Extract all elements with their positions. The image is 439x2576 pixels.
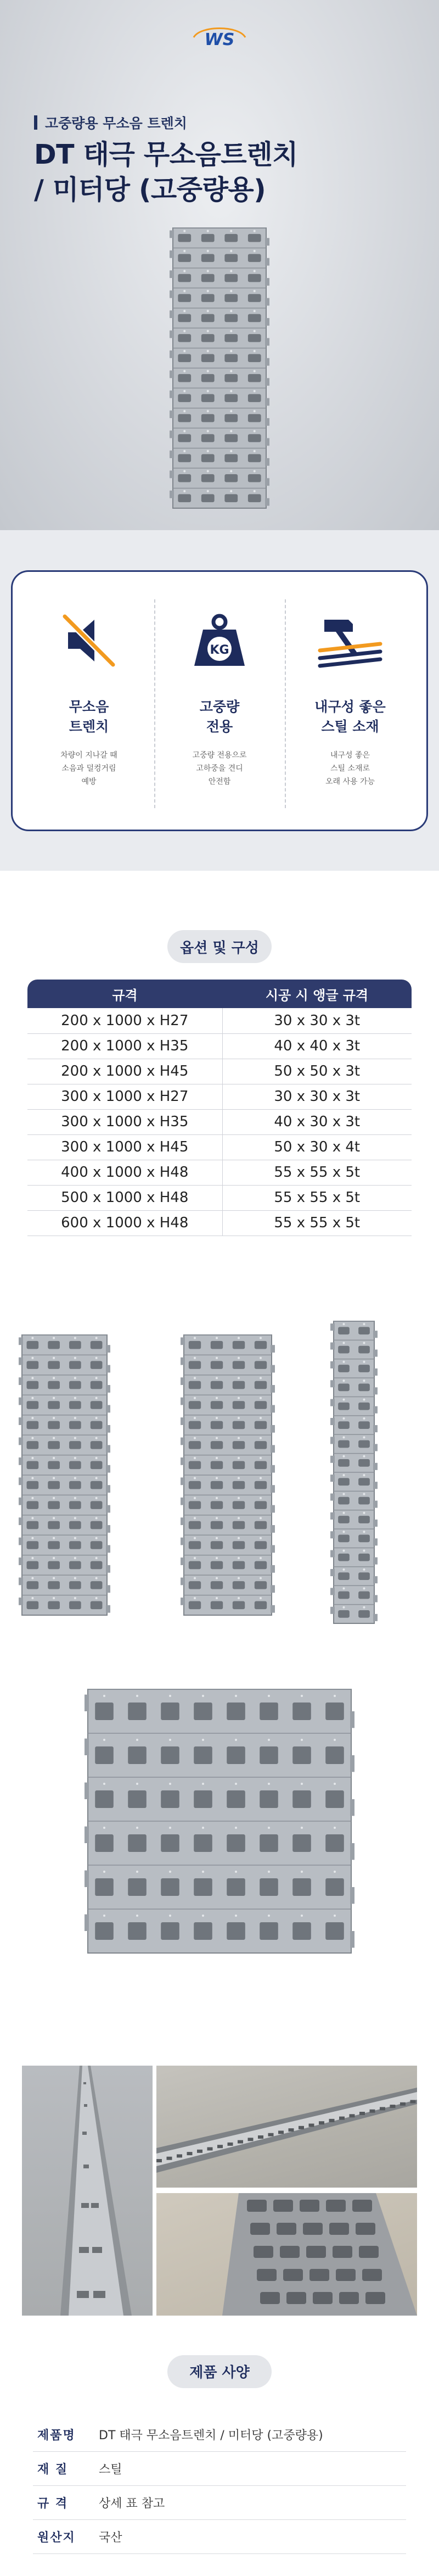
cell-size: 300 x 1000 x H35 <box>27 1109 222 1134</box>
install-photo-perspective <box>22 2066 153 2316</box>
subtitle-bar <box>34 115 37 130</box>
cell-size: 500 x 1000 x H48 <box>27 1185 222 1210</box>
summary-label: 재 질 <box>37 2462 69 2477</box>
table-row <box>27 1033 412 1059</box>
summary-row <box>33 2486 406 2520</box>
summary-label: 제품명 <box>37 2428 76 2443</box>
product-photos-section <box>0 1236 439 2066</box>
cell-size: 600 x 1000 x H48 <box>27 1210 222 1236</box>
cell-angle: 55 x 55 x 5t <box>222 1210 412 1236</box>
feature-name-line: 고중량 <box>199 699 240 715</box>
kg-weight-icon <box>187 599 252 682</box>
install-photo-closeup <box>156 2193 417 2316</box>
feature-desc-line: 차량이 지나갈 때 <box>60 751 117 760</box>
cell-size: 300 x 1000 x H45 <box>27 1134 222 1160</box>
feature-card <box>11 570 428 831</box>
mute-speaker-icon <box>56 599 122 682</box>
cell-angle: 50 x 50 x 3t <box>222 1059 412 1084</box>
table-row <box>27 1109 412 1134</box>
hero-product-image <box>156 217 283 519</box>
feature-desc-line: 고하중을 견디 <box>196 764 243 773</box>
table-row <box>27 1185 412 1210</box>
options-section <box>0 871 439 1236</box>
hero-subtitle <box>34 113 187 132</box>
cell-angle: 55 x 55 x 5t <box>222 1185 412 1210</box>
installation-photos <box>0 2066 439 2316</box>
product-photo-narrow <box>324 1316 384 1629</box>
feature-name-line: 무소음 <box>69 699 109 715</box>
table-row <box>27 1210 412 1236</box>
feature-steel-name <box>314 697 385 737</box>
summary-label: 원산지 <box>37 2530 76 2545</box>
page-title <box>34 137 298 208</box>
hero-section <box>0 0 439 530</box>
cell-size: 300 x 1000 x H27 <box>27 1084 222 1109</box>
product-photo-300 <box>173 1329 283 1621</box>
summary-value: DT 태극 무소음트렌치 / 미터당 (고중량용) <box>99 2428 323 2443</box>
cell-angle: 55 x 55 x 5t <box>222 1160 412 1185</box>
feature-steel <box>285 594 415 808</box>
summary-row <box>33 2520 406 2554</box>
hero-subtitle-text: 고중량용 무소음 트렌치 <box>45 115 187 131</box>
feature-name-line: 내구성 좋은 <box>314 699 386 715</box>
header-size: 규격 <box>27 980 222 1008</box>
cell-size: 200 x 1000 x H27 <box>27 1008 222 1033</box>
cell-angle: 30 x 30 x 3t <box>222 1084 412 1109</box>
table-row <box>27 1008 412 1033</box>
feature-desc-line: 스틸 소재로 <box>330 764 370 773</box>
feature-desc-line: 고중량 전용으로 <box>192 751 247 760</box>
feature-desc-line: 소음과 덜컹거림 <box>61 764 116 773</box>
feature-name-line: 트렌치 <box>69 719 109 735</box>
summary-value: 상세 표 참고 <box>99 2496 165 2511</box>
product-photo-200 <box>11 1329 118 1621</box>
cell-angle: 30 x 30 x 3t <box>222 1008 412 1033</box>
feature-steel-desc <box>325 749 375 788</box>
cell-size: 200 x 1000 x H45 <box>27 1059 222 1084</box>
table-row <box>27 1084 412 1109</box>
brand-logo <box>189 21 250 54</box>
feature-desc-line: 안전함 <box>208 777 231 786</box>
header-angle: 시공 시 앵글 규격 <box>222 980 412 1008</box>
table-row <box>27 1059 412 1084</box>
feature-desc-line: 오래 사용 가능 <box>325 777 375 786</box>
feature-desc-line: 예방 <box>81 777 97 786</box>
table-row <box>27 1134 412 1160</box>
feature-name-line: 전용 <box>206 719 233 735</box>
options-table-header <box>27 980 412 1008</box>
feature-heavy-desc <box>192 749 246 788</box>
summary-row <box>33 2418 406 2452</box>
feature-desc-line: 내구성 좋은 <box>330 751 370 760</box>
cell-angle: 40 x 30 x 3t <box>222 1109 412 1134</box>
options-title: 옵션 및 구성 <box>167 930 272 963</box>
cell-angle: 40 x 40 x 3t <box>222 1033 412 1059</box>
page-title-line1: DT 태극 무소음트렌치 <box>34 139 298 170</box>
summary-row <box>33 2452 406 2486</box>
page-title-line2: / 미터당 (고중량용) <box>34 174 266 205</box>
summary-label: 규 격 <box>37 2496 69 2511</box>
summary-list <box>33 2418 406 2554</box>
feature-noise-desc <box>60 749 117 788</box>
install-photo-side <box>156 2066 417 2188</box>
features-section <box>0 530 439 871</box>
summary-title: 제품 사양 <box>167 2355 272 2388</box>
svg-text:WS: WS <box>204 30 235 49</box>
product-photo-wide <box>77 1678 362 1964</box>
feature-heavy <box>154 594 285 808</box>
svg-text:KG: KG <box>210 643 229 657</box>
cell-angle: 50 x 30 x 4t <box>222 1134 412 1160</box>
hammer-steel-icon <box>314 599 386 682</box>
feature-heavy-name <box>200 697 239 737</box>
summary-value: 스틸 <box>99 2462 122 2477</box>
summary-value: 국산 <box>99 2530 122 2545</box>
options-table <box>27 980 412 1236</box>
cell-size: 200 x 1000 x H35 <box>27 1033 222 1059</box>
feature-name-line: 스틸 소재 <box>321 719 379 735</box>
cell-size: 400 x 1000 x H48 <box>27 1160 222 1185</box>
feature-noise <box>24 594 154 808</box>
summary-section <box>0 2316 439 2576</box>
table-row <box>27 1160 412 1185</box>
feature-noise-name <box>69 697 109 737</box>
